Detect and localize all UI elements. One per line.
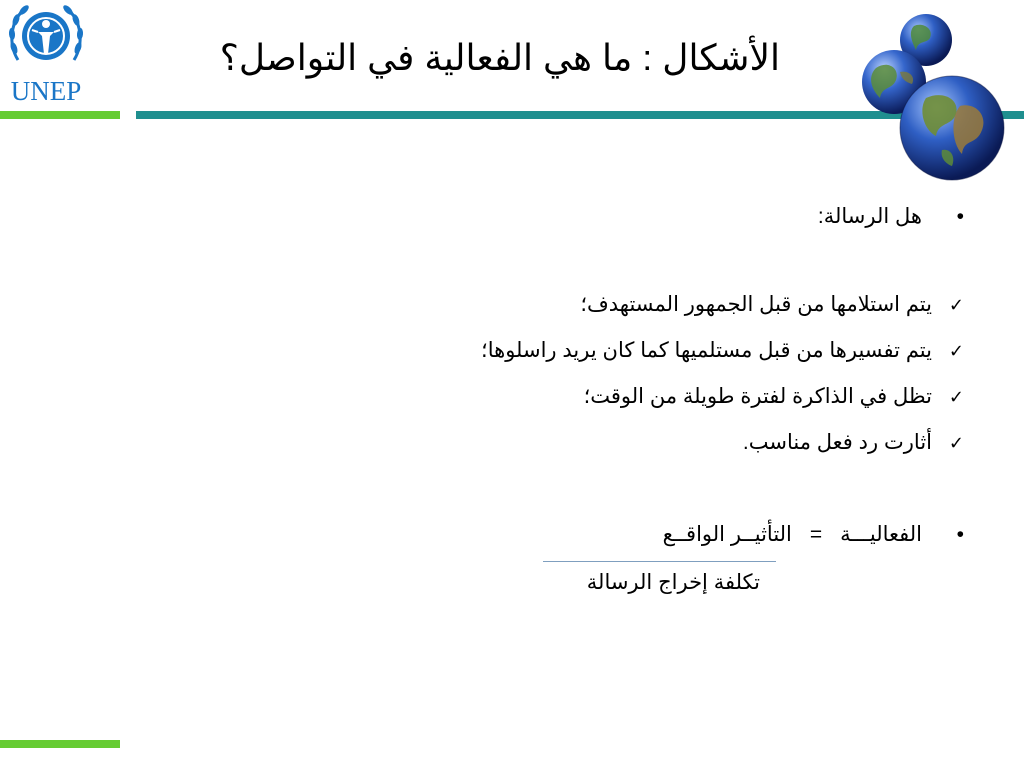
bullet-question: [818, 200, 964, 234]
check-item-text: يتم استلامها من قبل الجمهور المستهدف؛: [580, 293, 932, 316]
slide-title: الأشكال : ما هي الفعالية في التواصل؟: [219, 37, 780, 78]
check-item-text: تظل في الذاكرة لفترة طويلة من الوقت؛: [583, 385, 932, 408]
equation-row: [663, 518, 964, 552]
bullet-marker: •: [956, 205, 964, 228]
equation-denominator: تكلفة إخراج الرسالة: [586, 571, 760, 594]
check-item-text: أثارت رد فعل مناسب.: [742, 431, 932, 454]
checkmark-icon: ✓: [948, 433, 964, 454]
equation-numerator: التأثيــر الواقــع: [662, 523, 792, 546]
green-bottom-bar: [0, 740, 120, 748]
globes-decoration: [856, 10, 1016, 186]
green-top-bar: [0, 111, 120, 119]
check-item: [584, 380, 964, 415]
checkmark-icon: ✓: [948, 387, 964, 408]
check-item: [580, 288, 964, 323]
globes-icon: [856, 10, 1016, 186]
un-emblem-icon: [6, 0, 86, 78]
check-item: [743, 426, 964, 461]
check-item-text: يتم تفسيرها من قبل مستلميها كما كان يريد راسلوها؛: [481, 339, 932, 362]
unep-logo: [0, 0, 92, 108]
checkmark-icon: ✓: [948, 341, 964, 362]
check-item: [481, 334, 964, 369]
fraction-line: [543, 561, 776, 562]
equation-lhs: الفعاليـــة: [840, 523, 922, 546]
checkmark-icon: ✓: [948, 295, 964, 316]
bullet-text: هل الرسالة:: [817, 205, 922, 228]
bullet-marker: •: [956, 523, 964, 546]
logo-text: UNEP: [10, 76, 82, 106]
equals-sign: =: [809, 523, 823, 546]
